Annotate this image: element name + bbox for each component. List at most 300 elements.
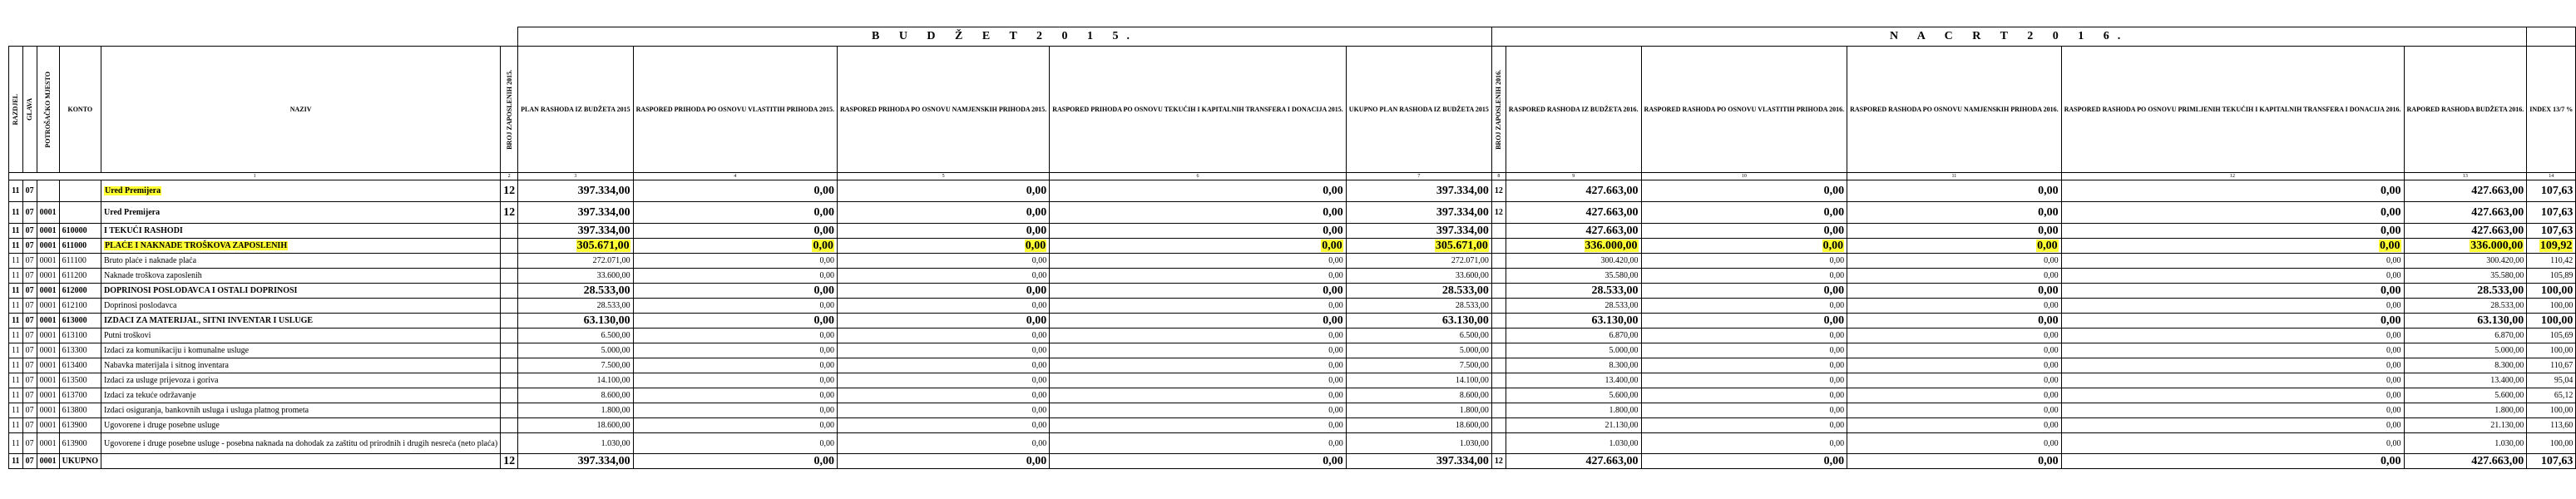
namjenski-2016-cell: 0,00: [1847, 202, 2061, 224]
ukupno-2015-cell: 1.030,00: [1346, 433, 1491, 454]
naziv-cell: [101, 239, 500, 254]
glava-cell: 07: [22, 299, 37, 314]
vlastiti-2015-cell: 0,00: [633, 269, 837, 284]
col-raspored-rashoda-budzeta-2016: RAPORED RASHODA BUDŽETA 2016.: [2404, 47, 2527, 173]
broj-zaposlenih-2016-cell: [1491, 373, 1506, 388]
transferi-2015-cell: 0,00: [1050, 343, 1347, 358]
transferi-2015-cell: [1050, 239, 1347, 254]
ukupno-2015-cell: 63.130,00: [1346, 314, 1491, 329]
namjenski-2016-cell: 0,00: [1847, 403, 2061, 418]
vlastiti-2015-cell: 0,00: [633, 433, 837, 454]
raspored-2016-cell: 13.400,00: [1506, 373, 1641, 388]
col-vlastiti-prihodi-2015: RASPORED PRIHODA PO OSNOVU VLASTITIH PRIHODA 2015.: [633, 47, 837, 173]
rashodi-budzeta-2016-cell: 5.600,00: [2404, 388, 2527, 403]
broj-zaposlenih-2015-cell: [501, 299, 518, 314]
table-row: [9, 269, 2576, 284]
razdjel-cell: 11: [9, 358, 23, 373]
namjenski-2015-cell: 0,00: [837, 418, 1049, 433]
ukupno-2015-cell: 397.334,00: [1346, 180, 1491, 202]
title-row: [9, 27, 2576, 47]
transferi-2016-cell: 0,00: [2061, 373, 2404, 388]
raspored-2016-cell: 427.663,00: [1506, 180, 1641, 202]
vlastiti-2015-cell: 0,00: [633, 373, 837, 388]
raspored-2016-cell: 5.600,00: [1506, 388, 1641, 403]
glava-cell: 07: [22, 433, 37, 454]
namjenski-2015-cell: 0,00: [837, 454, 1049, 469]
konto-cell: 613500: [59, 373, 101, 388]
vlastiti-2016-cell: 0,00: [1641, 418, 1847, 433]
namjenski-2015-cell: 0,00: [837, 299, 1049, 314]
namjenski-2016-cell: 0,00: [1847, 358, 2061, 373]
glava-cell: 07: [22, 180, 37, 202]
naziv-cell-highlight: PLAĆE I NAKNADE TROŠKOVA ZAPOSLENIH: [104, 241, 288, 250]
namjenski-2016-cell: 0,00: [1847, 254, 2061, 269]
naziv-cell: Ugovorene i druge posebne usluge - posebna naknada na dohodak za zaštitu od prirodnih i drugih nesreća (neto plaća): [101, 433, 500, 454]
razdjel-cell: 11: [9, 202, 23, 224]
razdjel-cell: 11: [9, 269, 23, 284]
col-number: 4: [633, 173, 837, 180]
broj-zaposlenih-2016-cell: [1491, 284, 1506, 299]
rashodi-budzeta-2016-cell: 28.533,00: [2404, 299, 2527, 314]
pm-cell: 0001: [37, 454, 59, 469]
rashodi-budzeta-2016-cell: 35.580,00: [2404, 269, 2527, 284]
broj-zaposlenih-2015-cell: [501, 358, 518, 373]
transferi-2016-cell: 0,00: [2061, 269, 2404, 284]
plan-2015-cell: 18.600,00: [518, 418, 633, 433]
column-header-row: [9, 47, 2576, 173]
pm-cell: 0001: [37, 373, 59, 388]
index-cell: 110,67: [2527, 358, 2576, 373]
index-cell: 110,42: [2527, 254, 2576, 269]
broj-zaposlenih-2016-cell: [1491, 314, 1506, 329]
namjenski-2015-cell: 0,00: [837, 329, 1049, 343]
rashodi-budzeta-2016-cell: 427.663,00: [2404, 224, 2527, 239]
col-number: 9: [1506, 173, 1641, 180]
naziv-cell: DOPRINOSI POSLODAVCA I OSTALI DOPRINOSI: [101, 284, 500, 299]
table-row: [9, 433, 2576, 454]
broj-zaposlenih-2015-cell: [501, 329, 518, 343]
vlastiti-2016-cell: 0,00: [1641, 433, 1847, 454]
raspored-2016-cell: 63.130,00: [1506, 314, 1641, 329]
glava-cell: 07: [22, 239, 37, 254]
ukupno-2015-cell: 1.800,00: [1346, 403, 1491, 418]
transferi-2016-cell: 0,00: [2061, 284, 2404, 299]
naziv-cell: [101, 454, 500, 469]
konto-cell: 612000: [59, 284, 101, 299]
table-row: [9, 284, 2576, 299]
namjenski-2016-cell: 0,00: [1847, 343, 2061, 358]
raspored-2016-cell: 21.130,00: [1506, 418, 1641, 433]
index-cell: 100,00: [2527, 433, 2576, 454]
plan-2015-cell: 14.100,00: [518, 373, 633, 388]
col-number: 7: [1346, 173, 1491, 180]
rashodi-budzeta-2016-cell: [2404, 239, 2527, 254]
rashodi-budzeta-2016-cell: 28.533,00: [2404, 284, 2527, 299]
plan-2015-cell: 397.334,00: [518, 202, 633, 224]
vlastiti-2016-cell: 0,00: [1641, 329, 1847, 343]
col-ukupno-plan-2015: UKUPNO PLAN RASHODA IZ BUDŽETA 2015: [1346, 47, 1491, 173]
index-cell: 105,69: [2527, 329, 2576, 343]
razdjel-cell: 11: [9, 254, 23, 269]
budget-table: [8, 27, 2576, 469]
namjenski-2016-cell: 0,00: [1847, 224, 2061, 239]
plan-2015-cell: 5.000,00: [518, 343, 633, 358]
razdjel-cell: 11: [9, 418, 23, 433]
naziv-cell: Izdaci osiguranja, bankovnih usluga i usluga platnog prometa: [101, 403, 500, 418]
rashodi-budzeta-2016-cell: 1.030,00: [2404, 433, 2527, 454]
plan-2015-cell: 63.130,00: [518, 314, 633, 329]
table-row: [9, 329, 2576, 343]
broj-zaposlenih-2016-cell: [1491, 299, 1506, 314]
plan-2015-cell: 397.334,00: [518, 454, 633, 469]
table-row: [9, 299, 2576, 314]
raspored-2016-cell: 28.533,00: [1506, 284, 1641, 299]
konto-cell: 612100: [59, 299, 101, 314]
transferi-2015-cell: 0,00: [1050, 433, 1347, 454]
broj-zaposlenih-2015-cell: [501, 343, 518, 358]
index-cell: 107,63: [2527, 180, 2576, 202]
vlastiti-2016-cell: 0,00: [1641, 202, 1847, 224]
table-row: [9, 418, 2576, 433]
naziv-cell: Izdaci za tekuće održavanje: [101, 388, 500, 403]
transferi-2015-cell: 0,00: [1050, 224, 1347, 239]
plan-2015-cell: 1.030,00: [518, 433, 633, 454]
vlastiti-2015-cell: 0,00: [633, 403, 837, 418]
pm-cell: 0001: [37, 358, 59, 373]
broj-zaposlenih-2016-cell: [1491, 418, 1506, 433]
naziv-cell: Izdaci za usluge prijevoza i goriva: [101, 373, 500, 388]
rashodi-budzeta-2016-cell: 1.800,00: [2404, 403, 2527, 418]
plan-2015-cell: 7.500,00: [518, 358, 633, 373]
glava-cell: 07: [22, 454, 37, 469]
vlastiti-2015-cell: 0,00: [633, 224, 837, 239]
ukupno-2015-cell: 397.334,00: [1346, 224, 1491, 239]
namjenski-2015-cell: 0,00: [837, 202, 1049, 224]
glava-cell: 07: [22, 254, 37, 269]
razdjel-cell: 11: [9, 403, 23, 418]
pm-cell: 0001: [37, 254, 59, 269]
broj-zaposlenih-2015-cell: [501, 269, 518, 284]
col-number: 12: [2061, 173, 2404, 180]
broj-zaposlenih-2015-cell: [501, 284, 518, 299]
col-index: INDEX 13/7 %: [2527, 47, 2576, 173]
razdjel-cell: 11: [9, 224, 23, 239]
transferi-2015-cell: 0,00: [1050, 254, 1347, 269]
vlastiti-2016-cell: 0,00: [1641, 254, 1847, 269]
table-row: [9, 239, 2576, 254]
ukupno-2015-cell: 272.071,00: [1346, 254, 1491, 269]
raspored-2016-cell-highlight: 336.000,00: [1585, 239, 1638, 252]
namjenski-2016-cell: 0,00: [1847, 299, 2061, 314]
ukupno-2015-cell: 28.533,00: [1346, 299, 1491, 314]
transferi-2015-cell: 0,00: [1050, 284, 1347, 299]
namjenski-2016-cell: 0,00: [1847, 284, 2061, 299]
table-row: [9, 454, 2576, 469]
raspored-2016-cell: [1506, 239, 1641, 254]
raspored-2016-cell: 35.580,00: [1506, 269, 1641, 284]
pm-cell: 0001: [37, 418, 59, 433]
glava-cell: 07: [22, 403, 37, 418]
index-cell: [2527, 239, 2576, 254]
vlastiti-2016-cell: 0,00: [1641, 388, 1847, 403]
transferi-2015-cell: 0,00: [1050, 358, 1347, 373]
namjenski-2016-cell: 0,00: [1847, 433, 2061, 454]
glava-cell: 07: [22, 329, 37, 343]
vlastiti-2015-cell: 0,00: [633, 314, 837, 329]
vlastiti-2016-cell: 0,00: [1641, 314, 1847, 329]
rashodi-budzeta-2016-cell: 13.400,00: [2404, 373, 2527, 388]
vlastiti-2015-cell: 0,00: [633, 343, 837, 358]
vlastiti-2016-cell: 0,00: [1641, 180, 1847, 202]
broj-zaposlenih-2015-cell: [501, 239, 518, 254]
vlastiti-2015-cell: 0,00: [633, 418, 837, 433]
plan-2015-cell: 8.600,00: [518, 388, 633, 403]
col-number: 5: [837, 173, 1049, 180]
vlastiti-2016-cell: 0,00: [1641, 299, 1847, 314]
col-namjenski-prihodi-2015: RASPORED PRIHODA PO OSNOVU NAMJENSKIH PRIHODA 2015.: [837, 47, 1049, 173]
broj-zaposlenih-2015-cell: [501, 418, 518, 433]
broj-zaposlenih-2015-cell: [501, 373, 518, 388]
vlastiti-2016-cell: 0,00: [1641, 284, 1847, 299]
pm-cell: 0001: [37, 239, 59, 254]
naziv-cell: Doprinosi poslodavca: [101, 299, 500, 314]
naziv-cell: Ugovorene i druge posebne usluge: [101, 418, 500, 433]
rashodi-budzeta-2016-cell: 427.663,00: [2404, 180, 2527, 202]
namjenski-2015-cell: [837, 239, 1049, 254]
vlastiti-2015-cell: 0,00: [633, 202, 837, 224]
vlastiti-2015-cell: 0,00: [633, 454, 837, 469]
broj-zaposlenih-2016-cell: 12: [1491, 202, 1506, 224]
glava-cell: 07: [22, 373, 37, 388]
namjenski-2016-cell: 0,00: [1847, 418, 2061, 433]
naziv-cell: Izdaci za komunikaciju i komunalne usluge: [101, 343, 500, 358]
index-cell: 100,00: [2527, 284, 2576, 299]
index-cell: 107,63: [2527, 454, 2576, 469]
raspored-2016-cell: 1.800,00: [1506, 403, 1641, 418]
vlastiti-2015-cell: 0,00: [633, 180, 837, 202]
col-number: 11: [1847, 173, 2061, 180]
pm-cell: [37, 180, 59, 202]
namjenski-2015-cell: 0,00: [837, 403, 1049, 418]
pm-cell: 0001: [37, 403, 59, 418]
index-cell: 107,63: [2527, 224, 2576, 239]
plan-2015-cell: 397.334,00: [518, 180, 633, 202]
plan-2015-cell-highlight: 305.671,00: [576, 239, 630, 252]
razdjel-cell: 11: [9, 329, 23, 343]
namjenski-2015-cell: 0,00: [837, 314, 1049, 329]
transferi-2016-cell: 0,00: [2061, 224, 2404, 239]
ukupno-2015-cell: 18.600,00: [1346, 418, 1491, 433]
index-cell: 105,89: [2527, 269, 2576, 284]
col-number: 14: [2527, 173, 2576, 180]
namjenski-2015-cell: 0,00: [837, 254, 1049, 269]
pm-cell: 0001: [37, 433, 59, 454]
raspored-2016-cell: 427.663,00: [1506, 202, 1641, 224]
razdjel-cell: 11: [9, 314, 23, 329]
namjenski-2015-cell: 0,00: [837, 358, 1049, 373]
razdjel-cell: 11: [9, 284, 23, 299]
raspored-2016-cell: 427.663,00: [1506, 224, 1641, 239]
table-row: [9, 224, 2576, 239]
index-cell: 100,00: [2527, 343, 2576, 358]
namjenski-2016-cell: 0,00: [1847, 314, 2061, 329]
konto-cell: 613400: [59, 358, 101, 373]
broj-zaposlenih-2015-cell: [501, 314, 518, 329]
namjenski-2016-cell: 0,00: [1847, 269, 2061, 284]
razdjel-cell: 11: [9, 388, 23, 403]
razdjel-cell: 11: [9, 454, 23, 469]
plan-2015-cell: 28.533,00: [518, 284, 633, 299]
ukupno-2015-cell: 7.500,00: [1346, 358, 1491, 373]
plan-2015-cell: 33.600,00: [518, 269, 633, 284]
transferi-2016-cell: 0,00: [2061, 254, 2404, 269]
col-transferi-2016: RASPORED RASHODA PO OSNOVU PRIMLJENIH TEKUĆIH I KAPITALNIH TRANSFERA I DONACIJA 2016.: [2061, 47, 2404, 173]
col-number: 8: [1491, 173, 1506, 180]
konto-cell: 611200: [59, 269, 101, 284]
vlastiti-2015-cell: 0,00: [633, 299, 837, 314]
ukupno-2015-cell: 6.500,00: [1346, 329, 1491, 343]
index-cell: 100,00: [2527, 403, 2576, 418]
vlastiti-2016-cell: 0,00: [1641, 454, 1847, 469]
plan-2015-cell: 272.071,00: [518, 254, 633, 269]
pm-cell: 0001: [37, 284, 59, 299]
rashodi-budzeta-2016-cell: 63.130,00: [2404, 314, 2527, 329]
index-cell: 113,60: [2527, 418, 2576, 433]
table-row: [9, 254, 2576, 269]
vlastiti-2016-cell: 0,00: [1641, 358, 1847, 373]
col-number: 1: [9, 173, 501, 180]
ukupno-2015-cell: 33.600,00: [1346, 269, 1491, 284]
index-cell: 65,12: [2527, 388, 2576, 403]
broj-zaposlenih-2015-cell: [501, 433, 518, 454]
namjenski-2015-cell: 0,00: [837, 284, 1049, 299]
broj-zaposlenih-2016-cell: [1491, 239, 1506, 254]
transferi-2016-cell: 0,00: [2061, 314, 2404, 329]
transferi-2016-cell-highlight: 0,00: [2380, 239, 2400, 252]
naziv-cell: Bruto plaće i naknade plaća: [101, 254, 500, 269]
budget-2015-title: B U D Ž E T 2 0 1 5.: [518, 27, 1492, 47]
col-number: 13: [2404, 173, 2527, 180]
col-plan-rashoda-2015: PLAN RASHODA IZ BUDŽETA 2015: [518, 47, 633, 173]
col-number: 3: [518, 173, 633, 180]
plan-2015-cell: 6.500,00: [518, 329, 633, 343]
rashodi-budzeta-2016-cell: 427.663,00: [2404, 454, 2527, 469]
vlastiti-2015-cell: 0,00: [633, 284, 837, 299]
pm-cell: 0001: [37, 314, 59, 329]
ukupno-2015-cell: [1346, 239, 1491, 254]
pm-cell: 0001: [37, 224, 59, 239]
broj-zaposlenih-2016-cell: [1491, 329, 1506, 343]
vlastiti-2015-cell: 0,00: [633, 329, 837, 343]
ukupno-2015-cell-highlight: 305.671,00: [1435, 239, 1488, 252]
broj-zaposlenih-2016-cell: [1491, 254, 1506, 269]
konto-cell: 613100: [59, 329, 101, 343]
col-number: 10: [1641, 173, 1847, 180]
razdjel-cell: 11: [9, 299, 23, 314]
namjenski-2015-cell: 0,00: [837, 433, 1049, 454]
naziv-cell: Nabavka materijala i sitnog inventara: [101, 358, 500, 373]
table-row: [9, 314, 2576, 329]
konto-cell: 611000: [59, 239, 101, 254]
glava-cell: 07: [22, 202, 37, 224]
raspored-2016-cell: 1.030,00: [1506, 433, 1641, 454]
raspored-2016-cell: 6.870,00: [1506, 329, 1641, 343]
vlastiti-2016-cell: 0,00: [1641, 269, 1847, 284]
transferi-2016-cell: 0,00: [2061, 403, 2404, 418]
konto-cell: [59, 180, 101, 202]
col-konto: KONTO: [59, 47, 101, 173]
transferi-2015-cell-highlight: 0,00: [1322, 239, 1342, 252]
pm-cell: 0001: [37, 202, 59, 224]
transferi-2015-cell: 0,00: [1050, 403, 1347, 418]
pm-cell: 0001: [37, 329, 59, 343]
transferi-2016-cell: 0,00: [2061, 329, 2404, 343]
glava-cell: 07: [22, 388, 37, 403]
broj-zaposlenih-2016-cell: [1491, 433, 1506, 454]
transferi-2016-cell: [2061, 239, 2404, 254]
namjenski-2016-cell-highlight: 0,00: [2037, 239, 2058, 252]
konto-cell: UKUPNO: [59, 454, 101, 469]
glava-cell: 07: [22, 284, 37, 299]
col-vlastiti-prihodi-2016: RASPORED RASHODA PO OSNOVU VLASTITIH PRIHODA 2016.: [1641, 47, 1847, 173]
transferi-2015-cell: 0,00: [1050, 180, 1347, 202]
namjenski-2015-cell: 0,00: [837, 269, 1049, 284]
namjenski-2015-cell: 0,00: [837, 224, 1049, 239]
col-glava: GLAVA: [26, 98, 34, 121]
transferi-2016-cell: 0,00: [2061, 454, 2404, 469]
transferi-2015-cell: 0,00: [1050, 299, 1347, 314]
razdjel-cell: 11: [9, 180, 23, 202]
table-row: [9, 343, 2576, 358]
ukupno-2015-cell: 397.334,00: [1346, 454, 1491, 469]
broj-zaposlenih-2015-cell: 12: [501, 202, 518, 224]
broj-zaposlenih-2016-cell: 12: [1491, 454, 1506, 469]
col-broj-zaposlenih-2015: BROJ ZAPOSLENIH 2015.: [505, 69, 513, 150]
broj-zaposlenih-2015-cell: [501, 403, 518, 418]
konto-cell: 611100: [59, 254, 101, 269]
vlastiti-2016-cell: [1641, 239, 1847, 254]
ukupno-2015-cell: 8.600,00: [1346, 388, 1491, 403]
broj-zaposlenih-2015-cell: [501, 224, 518, 239]
namjenski-2016-cell: 0,00: [1847, 373, 2061, 388]
naziv-cell: I TEKUĆI RASHODI: [101, 224, 500, 239]
namjenski-2015-cell-highlight: 0,00: [1025, 239, 1046, 252]
transferi-2016-cell: 0,00: [2061, 202, 2404, 224]
glava-cell: 07: [22, 358, 37, 373]
transferi-2016-cell: 0,00: [2061, 433, 2404, 454]
index-cell: 95,04: [2527, 373, 2576, 388]
index-cell: 107,63: [2527, 202, 2576, 224]
transferi-2015-cell: 0,00: [1050, 269, 1347, 284]
konto-cell: [59, 202, 101, 224]
transferi-2016-cell: 0,00: [2061, 299, 2404, 314]
raspored-2016-cell: 300.420,00: [1506, 254, 1641, 269]
konto-cell: 613000: [59, 314, 101, 329]
col-namjenski-prihodi-2016: RASPORED RASHODA PO OSNOVU NAMJENSKIH PRIHODA 2016.: [1847, 47, 2061, 173]
konto-cell: 613900: [59, 433, 101, 454]
rashodi-budzeta-2016-cell-highlight: 336.000,00: [2470, 239, 2524, 252]
transferi-2015-cell: 0,00: [1050, 454, 1347, 469]
col-potrosacko-mjesto: POTROŠAČKO MJESTO: [44, 71, 52, 148]
transferi-2015-cell: 0,00: [1050, 373, 1347, 388]
table-row: [9, 388, 2576, 403]
ukupno-2015-cell: 28.533,00: [1346, 284, 1491, 299]
pm-cell: 0001: [37, 269, 59, 284]
table-row: [9, 202, 2576, 224]
raspored-2016-cell: 5.000,00: [1506, 343, 1641, 358]
broj-zaposlenih-2016-cell: 12: [1491, 180, 1506, 202]
namjenski-2016-cell: 0,00: [1847, 454, 2061, 469]
